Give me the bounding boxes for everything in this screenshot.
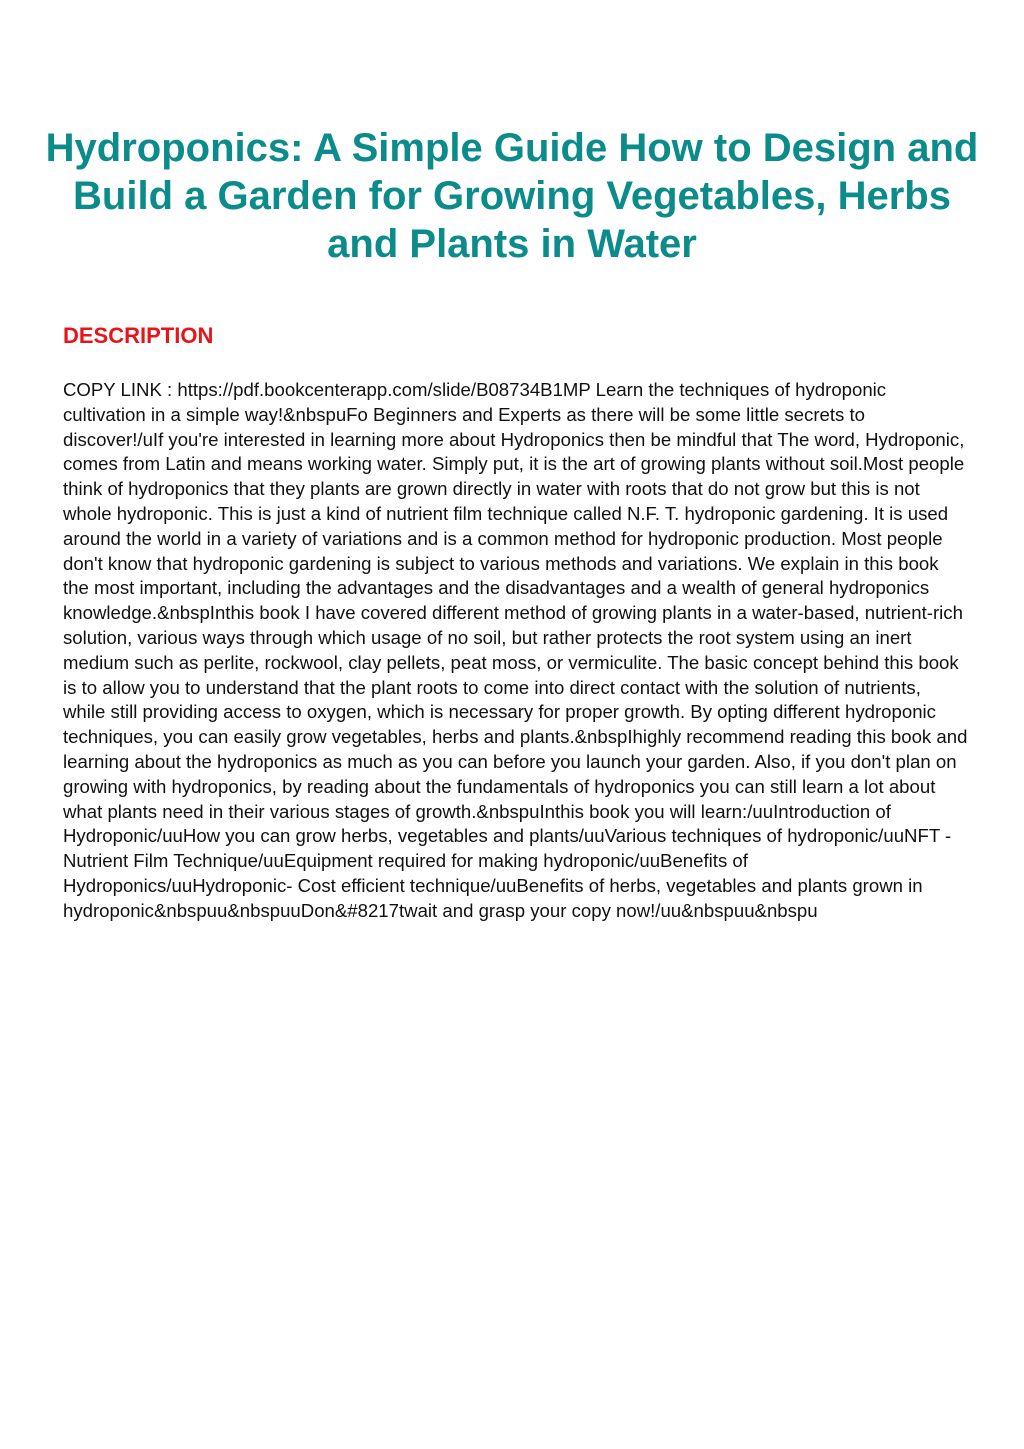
description-heading: DESCRIPTION — [63, 323, 214, 348]
description-body: COPY LINK : https://pdf.bookcenterapp.com/slide/B08734B1MP Learn the techniques of hydroponic cultivation in a simple way!&nbspuFo Beginners and Experts as there will be some little secrets to discover!/uIf you're interested in learning more about Hydroponics then be mindful that The word, Hydroponic, comes from Latin and means working water. Simply put, it is the art of growing plants without soil.Most people think of hydroponics that they plants are grown directly in water with roots that do not grow but this is not whole hydroponic. This is just a kind of nutrient film technique called N.F. T. hydroponic gardening. It is used around the world in a variety of variations and is a common method for hydroponic production. Most people don't know that hydroponic gardening is subject to various methods and variations. We explain in this book the most important, including the advantages and the disadvantages and a wealth of general hydroponics knowledge.&nbspInthis book I have covered different method of growing plants in a water-based, nutrient-rich solution, various ways through which usage of no soil, but rather protects the root system using an inert medium such as perlite, rockwool, clay pellets, peat moss, or vermiculite. The basic concept behind this book is to allow you to understand that the plant roots to come into direct contact with the solution of nutrients, while still providing access to oxygen, which is necessary for proper growth. By opting different hydroponic techniques, you can easily grow vegetables, herbs and plants.&nbspIhighly recommend reading this book and learning about the hydroponics as much as you can before you launch your garden. Also, if you don't plan on growing with hydroponics, by reading about the fundamentals of hydroponics you can still learn a lot about what plants need in their various stages of growth.&nbspuInthis book you will learn:/uuIntroduction of Hydroponic/uuHow you can grow herbs, vegetables and plants/uuVarious techniques of hydroponic/uuNFT -Nutrient Film Technique/uuEquipment required for making hydroponic/uuBenefits of Hydroponics/uuHydroponic- Cost efficient technique/uuBenefits of herbs, vegetables and plants grown in hydroponic&nbspuu&nbspuuDon&#8217twait and grasp your copy now!/uu&nbspuu&nbspu — [63, 379, 968, 921]
page-title: Hydroponics: A Simple Guide How to Design and Build a Garden for Growing Vegetables, Herbs and Plants in Water — [45, 126, 979, 266]
